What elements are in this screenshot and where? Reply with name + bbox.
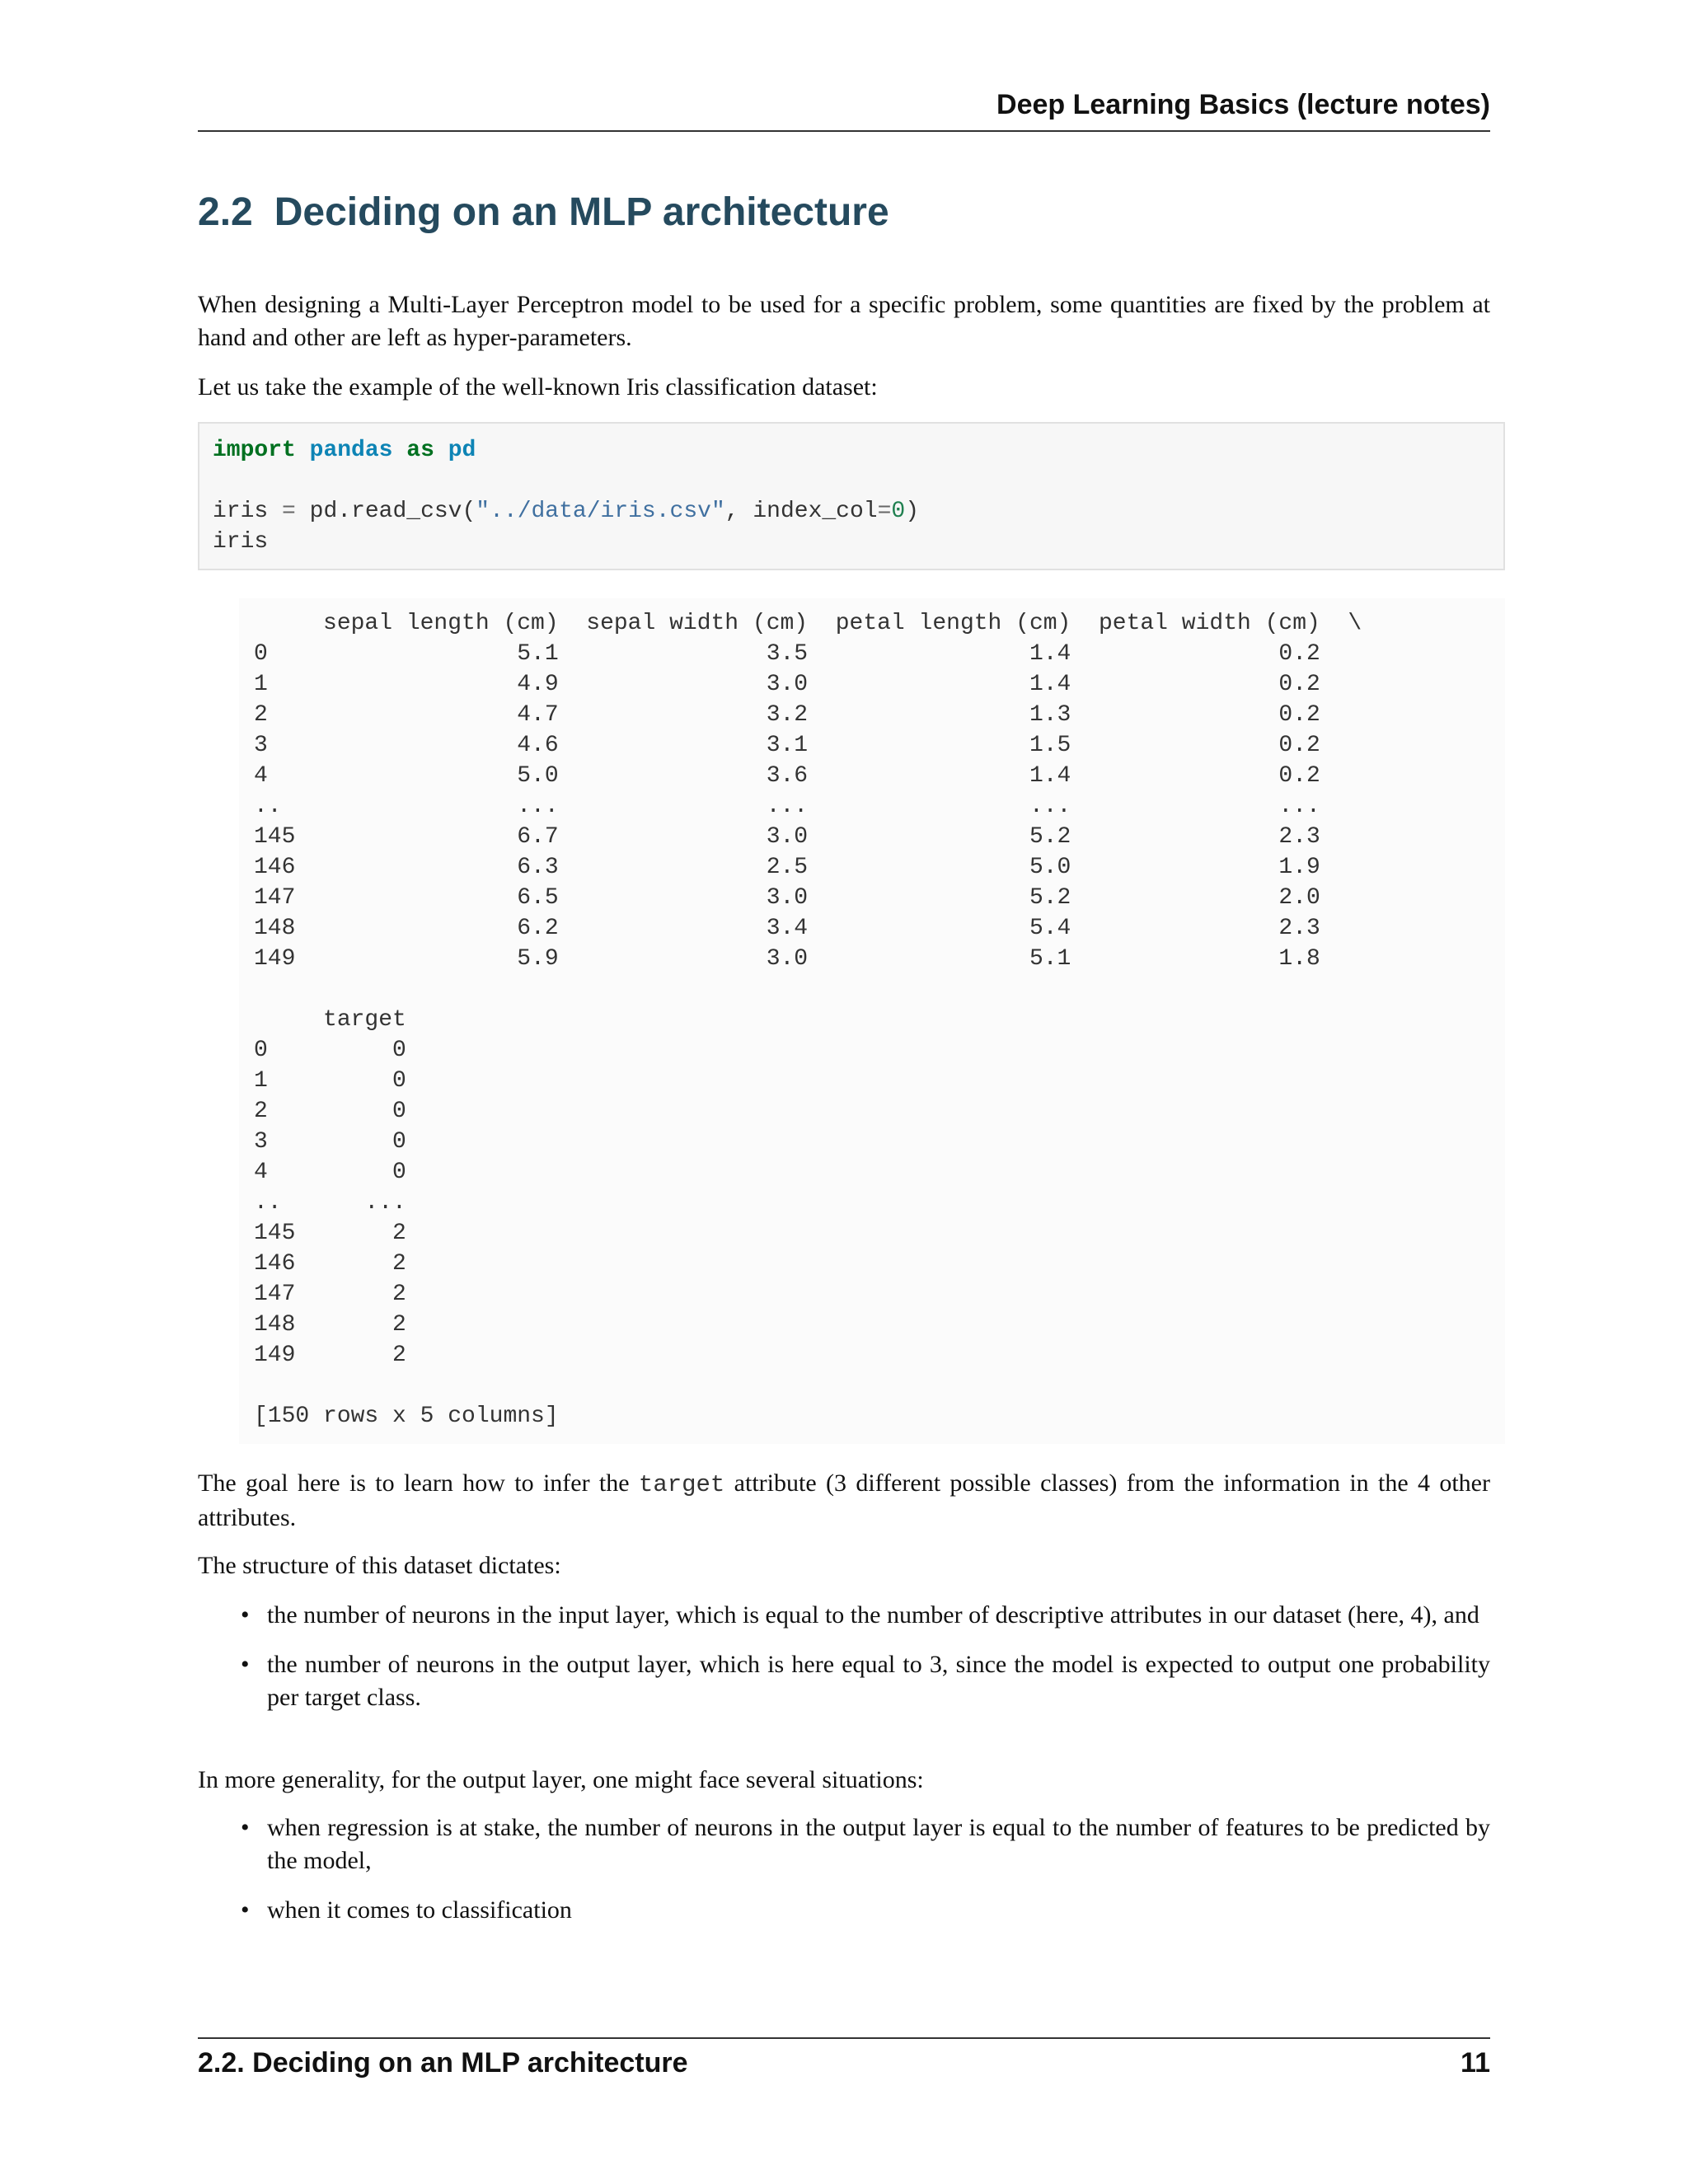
list-item: • when regression is at stake, the number of neurons in the output layer is equal to the number of features to be predicted by the model, [198,1811,1490,1877]
paragraph-intro: When designing a Multi-Layer Perceptron model to be used for a specific problem, some quantities are fixed by the problem at hand and other are left as hyper-parameters. [198,291,1490,351]
code-line-iris: iris [213,529,269,555]
list-item: • the number of neurons in the input layer, which is equal to the number of descriptive attributes in our dataset (here, 4), and [198,1599,1490,1632]
section-heading [198,190,889,235]
code-line-read-csv [213,496,1490,527]
paragraph-generality: In more generality, for the output layer, one might face several situations: [198,1766,924,1793]
section-title: Deciding on an MLP architecture [274,190,889,234]
code-paren: ) [905,499,920,524]
inline-code-target: target [638,1471,725,1498]
keyword-as: as [406,438,434,463]
code-number: 0 [891,499,906,524]
module-name: pandas [309,438,393,463]
paragraph-iris-example: Let us take the example of the well-known Iris classification dataset: [198,373,878,401]
header-rule [198,130,1490,132]
code-operator: = [877,499,892,524]
dataframe-output: sepal length (cm) sepal width (cm) petal length (cm) petal width (cm) \ 0 5.1 3.5 1.4 0.2 1 4.9 3.0 1.4 0.2 2 4.7 3.2 1.3 0.2 3 4.6 3.1 1.5 0.2 4 5.0 3.6 1.4 0.2 .. ... ... ... ... 145 6.7 3.0 5.2 2.3 146 6.3 2.5 5.0 1.9 147 6.5 3.0 5.2 2.0 148 6.2 3.4 5.4 2.3 149 5.9 3.0 5.1 1.8 target 0 0 1 0 2 0 3 0 4 0 .. ... 145 2 146 2 147 2 148 2 149 2 [150 rows x 5 columns] [254,611,1362,1429]
list-item: • when it comes to classification [198,1894,1490,1927]
paragraph-goal-text: attribute (3 different possible classes) from the information in the 4 other attributes. [198,1469,1490,1531]
paragraph-structure: The structure of this dataset dictates: [198,1552,561,1579]
paragraph-goal-text: The goal here is to learn how to infer the [198,1469,639,1497]
module-alias: pd [448,438,476,463]
footer-section-title: 2.2. Deciding on an MLP architecture [198,2047,688,2079]
code-input-cell [198,422,1505,570]
paragraph-goal [198,1467,1490,1535]
code-var: iris [213,499,269,524]
keyword-import: import [213,438,296,463]
code-output-cell [239,598,1505,1444]
code-line-blank [213,466,1490,496]
bullet-list-output-layer [198,1811,1490,1927]
footer-rule [198,2037,1490,2039]
list-item: • the number of neurons in the output layer, which is here equal to 3, since the model is expected to output one probability per target class. [198,1648,1490,1714]
bullet-list-structure [198,1599,1490,1714]
running-header: Deep Learning Basics (lecture notes) [996,89,1490,120]
code-line-import [213,435,1490,466]
code-call: pd.read_csv( [309,499,476,524]
code-operator: = [282,499,296,524]
code-string: "../data/iris.csv" [476,499,725,524]
page-number: 11 [1461,2047,1490,2079]
code-kwarg: , index_col [724,499,878,524]
section-number: 2.2 [198,190,253,234]
